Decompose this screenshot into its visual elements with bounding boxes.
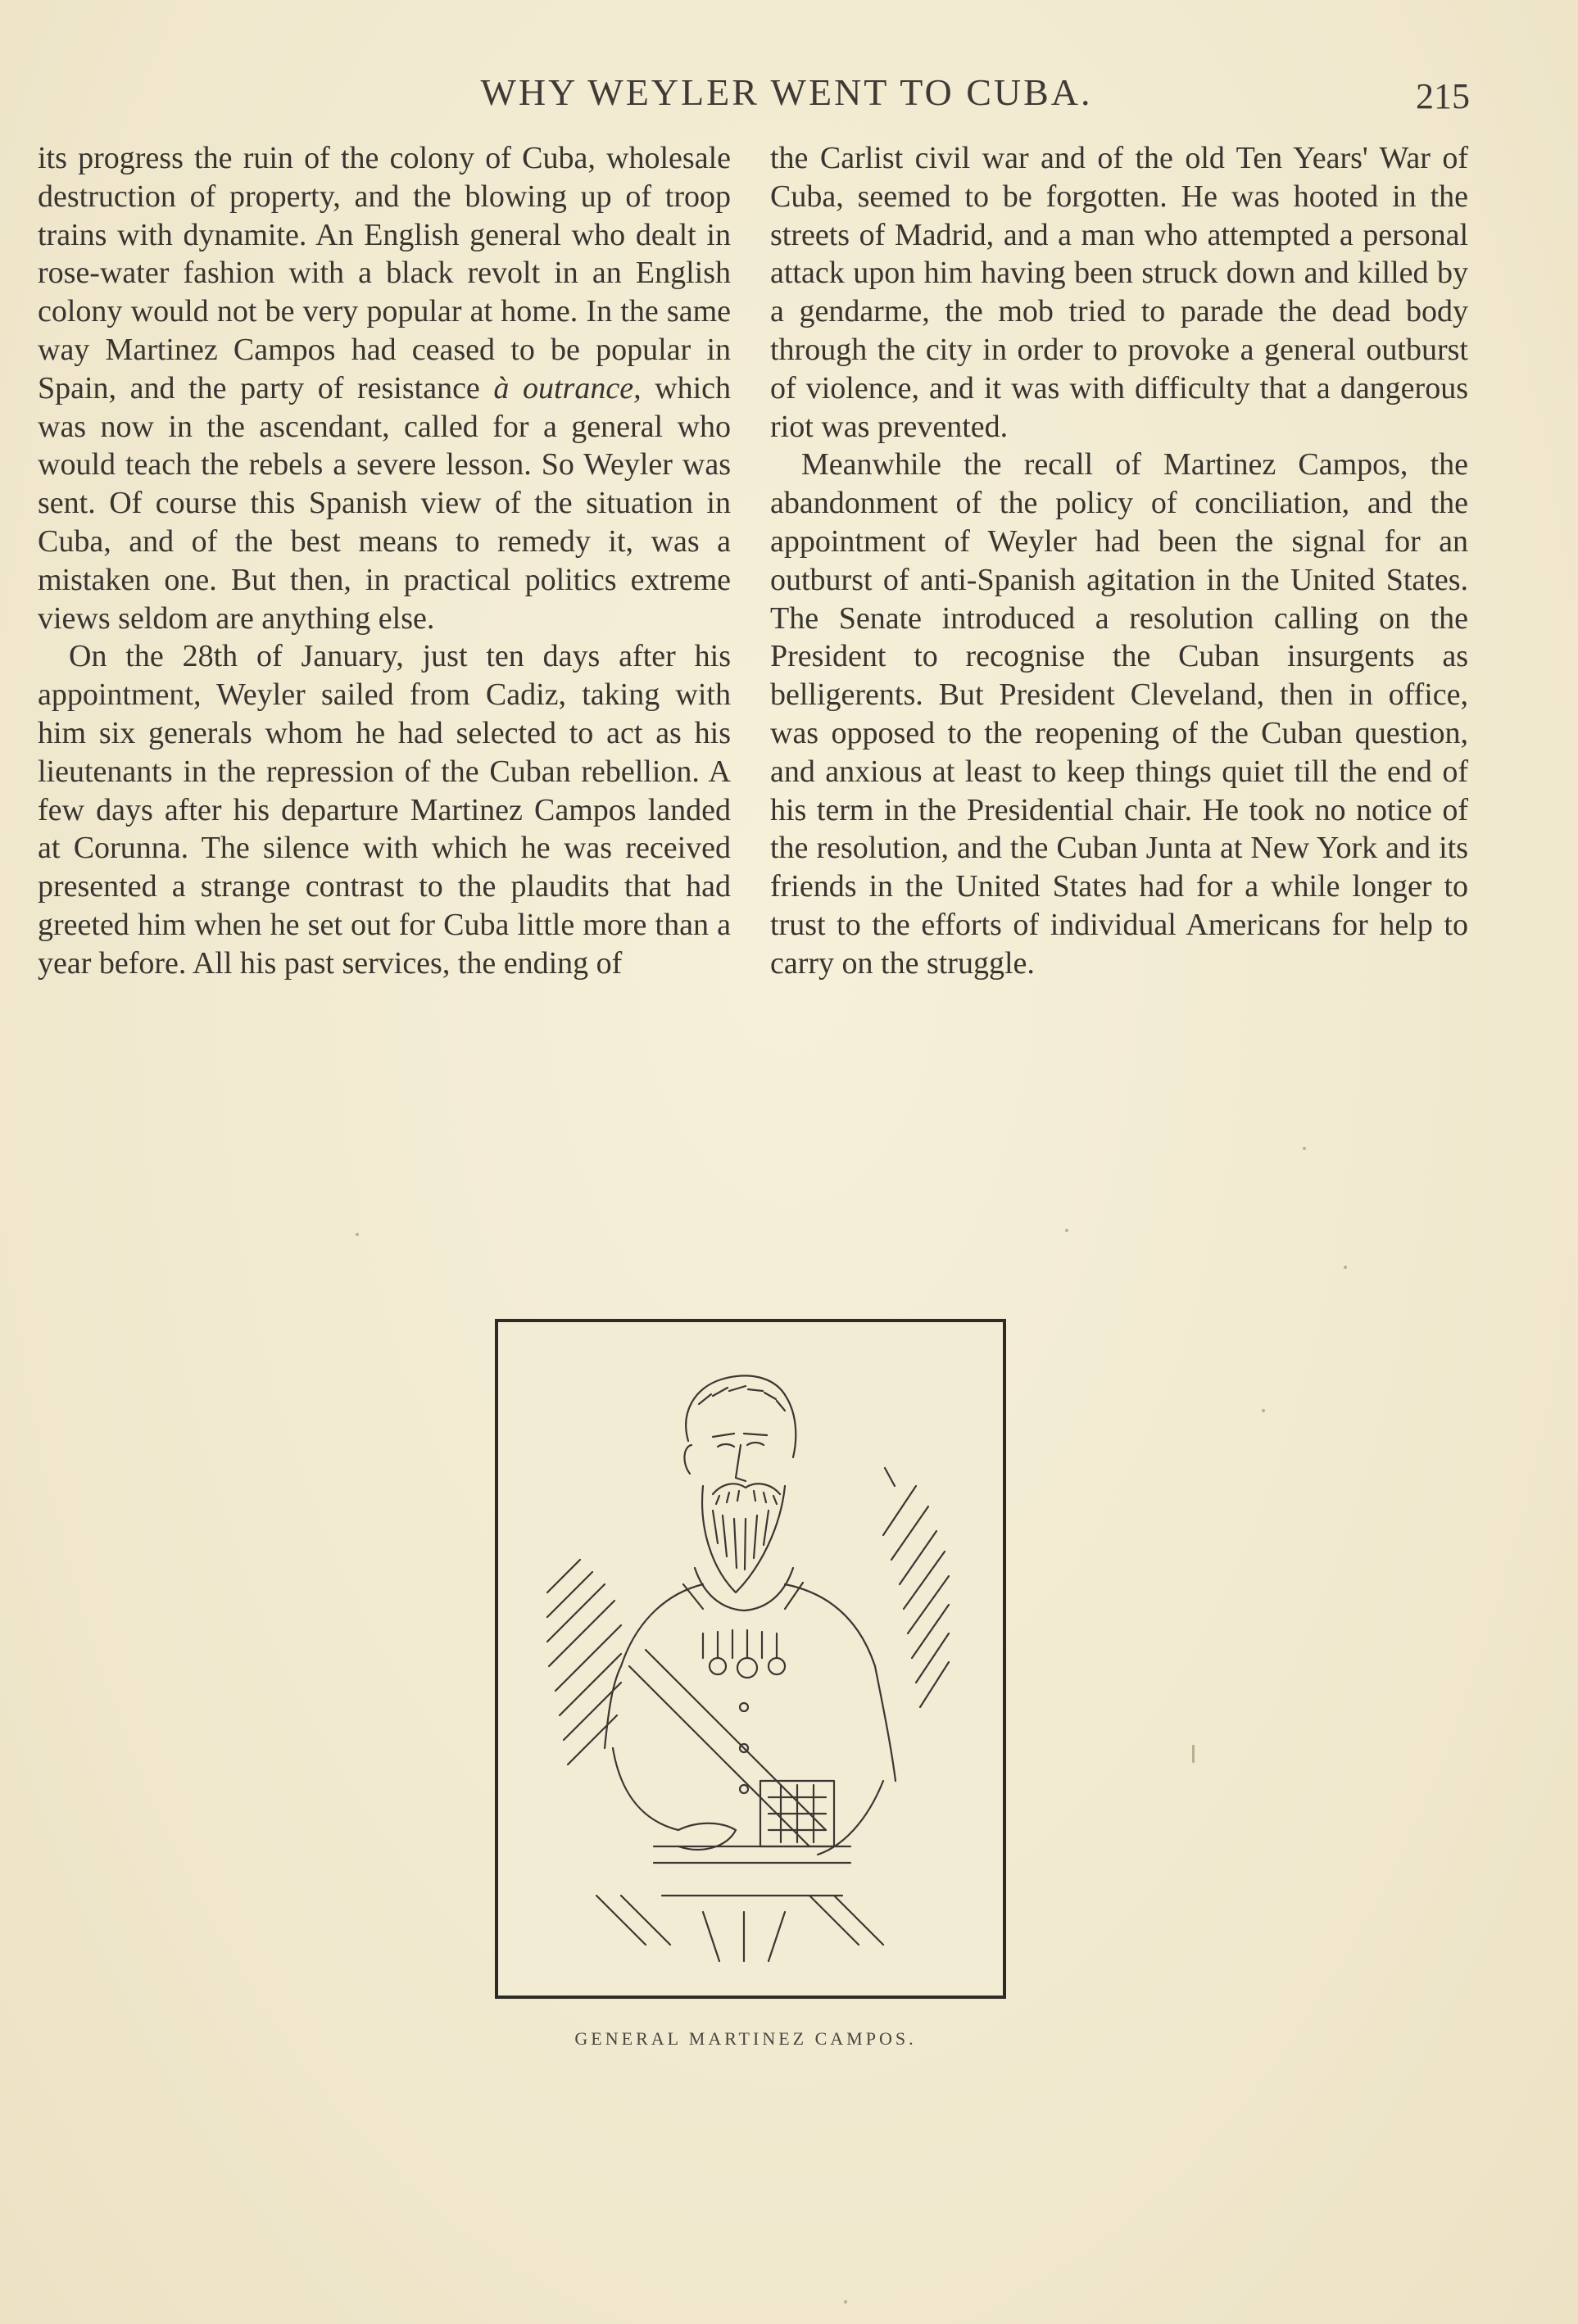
- portrait-illustration: [495, 1319, 1006, 1999]
- paragraph-text: which was now in the ascendant, called for a general who would teach the rebels a severe lesson. So Weyler was sent. Of course this Spanish view of the situation in Cuba, and of the best means to remedy it, was a mistaken one. But then, in practical politics extreme views seldom are anything else.: [38, 370, 732, 636]
- paper-speck: [1192, 1745, 1195, 1763]
- paper-speck: [844, 2300, 847, 2304]
- paper-speck: [1344, 1266, 1347, 1269]
- paper-speck: [1065, 1229, 1068, 1232]
- page-number: 215: [1416, 76, 1470, 116]
- paragraph: On the 28th of January, just ten days after his appointment, Weyler sailed from Cadiz, taking with him six generals whom he had selected to act as his lieutenants in the repression of the Cuban rebellion. A few days after his departure Martinez Campos landed at Corunna. The silence with which he was received presented a strange contrast to the plaudits that had greeted him when he set out for Cuba little more than a year before. All his past services, the ending of: [38, 639, 731, 981]
- portrait-engraving: [498, 1322, 1003, 1996]
- figure-caption: GENERAL MARTINEZ CAMPOS.: [574, 2028, 917, 2049]
- paragraph: the Carlist civil war and of the old Ten Years' War of Cuba, seemed to be forgotten. He was hooted in the streets of Madrid, and a man who attempted a personal attack upon him having been struck down and killed by a gendarme, the mob tried to parade the dead body through the city in order to provoke a general outburst of violence, and it was with difficulty that a dangerous riot was prevented.: [770, 141, 1468, 444]
- paragraph: [38, 139, 731, 637]
- running-title: WHY WEYLER WENT TO CUBA.: [480, 71, 1093, 113]
- right-column: [770, 139, 1468, 983]
- paper-speck: [1303, 1147, 1306, 1150]
- paragraph-text: its progress the ruin of the colony of Cuba, wholesale destruction of property, and the blowing up of troop trains with dynamite. An English general who dealt in rose-water fashion with a black revolt in an English colony would not be very popular at home. In the same way Martinez Campos had ceased to be popular in Spain, and the party of resistance: [38, 141, 731, 405]
- paragraph: Meanwhile the recall of Martinez Campos, the abandonment of the policy of conciliation, and the appointment of Weyler had been the signal for an outburst of anti-Spanish agitation in the United States. The Senate introduced a resolution calling on the President to recognise the Cuban insurgents as belligerents. But President Cleveland, then in office, was opposed to the reopening of the Cuban question, and anxious at least to keep things quiet till the end of his term in the Presidential chair. He took no notice of the resolution, and the Cuban Junta at New York and its friends in the United States had for a while longer to trust to the efforts of individual Americans for help to carry on the struggle.: [770, 447, 1468, 981]
- paper-speck: [1262, 1409, 1265, 1412]
- paper-speck: [356, 1233, 359, 1236]
- italic-phrase: à outrance,: [493, 370, 642, 405]
- left-column: [38, 139, 731, 983]
